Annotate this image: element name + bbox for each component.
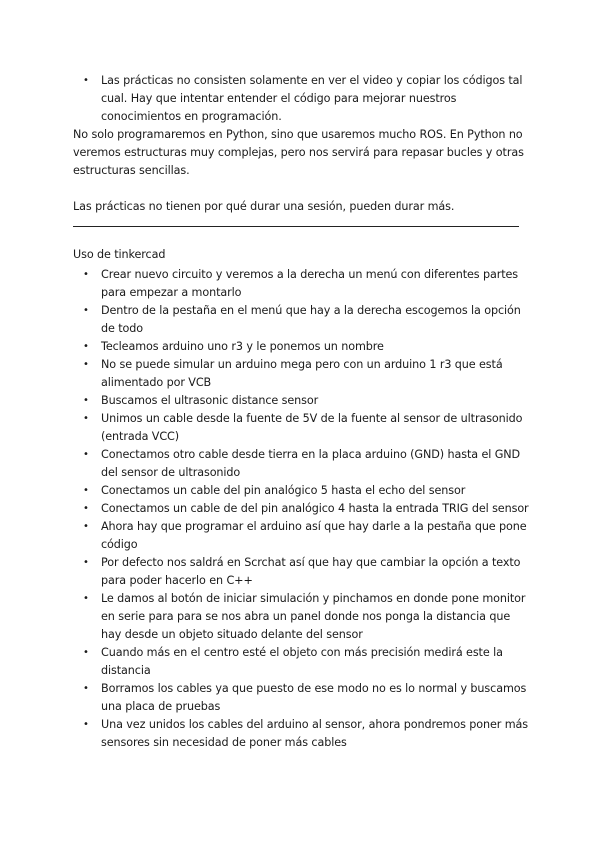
list-item-text: Conectamos un cable del pin analógico 5 hasta el echo del sensor: [101, 484, 466, 497]
list-item-text: Borramos los cables ya que puesto de ese modo no es lo normal y buscamos una placa de pruebas: [101, 682, 527, 713]
bullet-icon: •: [83, 359, 89, 370]
list-item: [73, 72, 533, 126]
list-item-text: Cuando más en el centro esté el objeto con más precisión medirá este la distancia: [101, 646, 503, 677]
list-item: [73, 446, 533, 482]
list-item: [73, 302, 533, 338]
list-item: [73, 644, 533, 680]
bullet-icon: •: [83, 269, 89, 280]
list-item-text: Tecleamos arduino uno r3 y le ponemos un nombre: [101, 340, 384, 353]
list-item-text: Buscamos el ultrasonic distance sensor: [101, 394, 319, 407]
list-item-text: No se puede simular un arduino mega pero con un arduino 1 r3 que está alimentado por VCB: [101, 358, 503, 389]
bullet-icon: •: [83, 305, 89, 316]
paragraph-duration: Las prácticas no tienen por qué durar una sesión, pueden durar más.: [73, 200, 455, 213]
bullet-icon: •: [83, 647, 89, 658]
list-item: [73, 338, 533, 356]
list-item: [73, 680, 533, 716]
list-item: [73, 590, 533, 644]
list-item: [73, 410, 533, 446]
bullet-icon: •: [83, 413, 89, 424]
document-content: [73, 72, 533, 752]
bullet-icon: •: [83, 683, 89, 694]
list-item-text: Por defecto nos saldrá en Scrchat así que hay que cambiar la opción a texto para poder hacerlo en C++: [101, 556, 521, 587]
bullet-icon: •: [83, 521, 89, 532]
bullet-icon: •: [83, 557, 89, 568]
bullet-icon: •: [83, 719, 89, 730]
list-item: [73, 518, 533, 554]
intro-bullet-list: [73, 72, 533, 126]
bullet-icon: •: [83, 395, 89, 406]
list-item-text: Ahora hay que programar el arduino así que hay darle a la pestaña que pone código: [101, 520, 527, 551]
list-item: [73, 266, 533, 302]
list-item: [73, 392, 533, 410]
bullet-icon: •: [83, 503, 89, 514]
section-heading: Uso de tinkercad: [73, 248, 166, 261]
paragraph-python: No solo programaremos en Python, sino que usaremos mucho ROS. En Python no veremos estructuras muy complejas, pero nos servirá para repasar bucles y otras estructuras sencillas.: [73, 128, 524, 177]
list-item-text: Le damos al botón de iniciar simulación y pinchamos en donde pone monitor en serie para para se nos abra un panel donde nos ponga la distancia que hay desde un objeto situado delante del sensor: [101, 592, 526, 641]
bullet-icon: •: [83, 485, 89, 496]
list-item: [73, 500, 533, 518]
list-item-text: Conectamos un cable de del pin analógico 4 hasta la entrada TRIG del sensor: [101, 502, 529, 515]
list-item: [73, 554, 533, 590]
list-item-text: Unimos un cable desde la fuente de 5V de la fuente al sensor de ultrasonido (entrada VCC): [101, 412, 523, 443]
list-item: [73, 716, 533, 752]
list-item: [73, 482, 533, 500]
bullet-icon: •: [83, 341, 89, 352]
list-item-text: Conectamos otro cable desde tierra en la placa arduino (GND) hasta el GND del sensor de ultrasonido: [101, 448, 521, 479]
list-item: [73, 356, 533, 392]
bullet-icon: •: [83, 75, 89, 86]
bullet-icon: •: [83, 593, 89, 604]
bullet-icon: •: [83, 449, 89, 460]
list-item-text: Las prácticas no consisten solamente en ver el video y copiar los códigos tal cual. Hay que intentar entender el código para mejorar nuestros conocimientos en programación.: [101, 74, 523, 123]
list-item-text: Una vez unidos los cables del arduino al sensor, ahora pondremos poner más sensores sin necesidad de poner más cables: [101, 718, 529, 749]
list-item-text: Crear nuevo circuito y veremos a la derecha un menú con diferentes partes para empezar a montarlo: [101, 268, 519, 299]
tinkercad-steps-list: [73, 266, 533, 752]
horizontal-rule: [73, 226, 519, 227]
list-item-text: Dentro de la pestaña en el menú que hay a la derecha escogemos la opción de todo: [101, 304, 521, 335]
